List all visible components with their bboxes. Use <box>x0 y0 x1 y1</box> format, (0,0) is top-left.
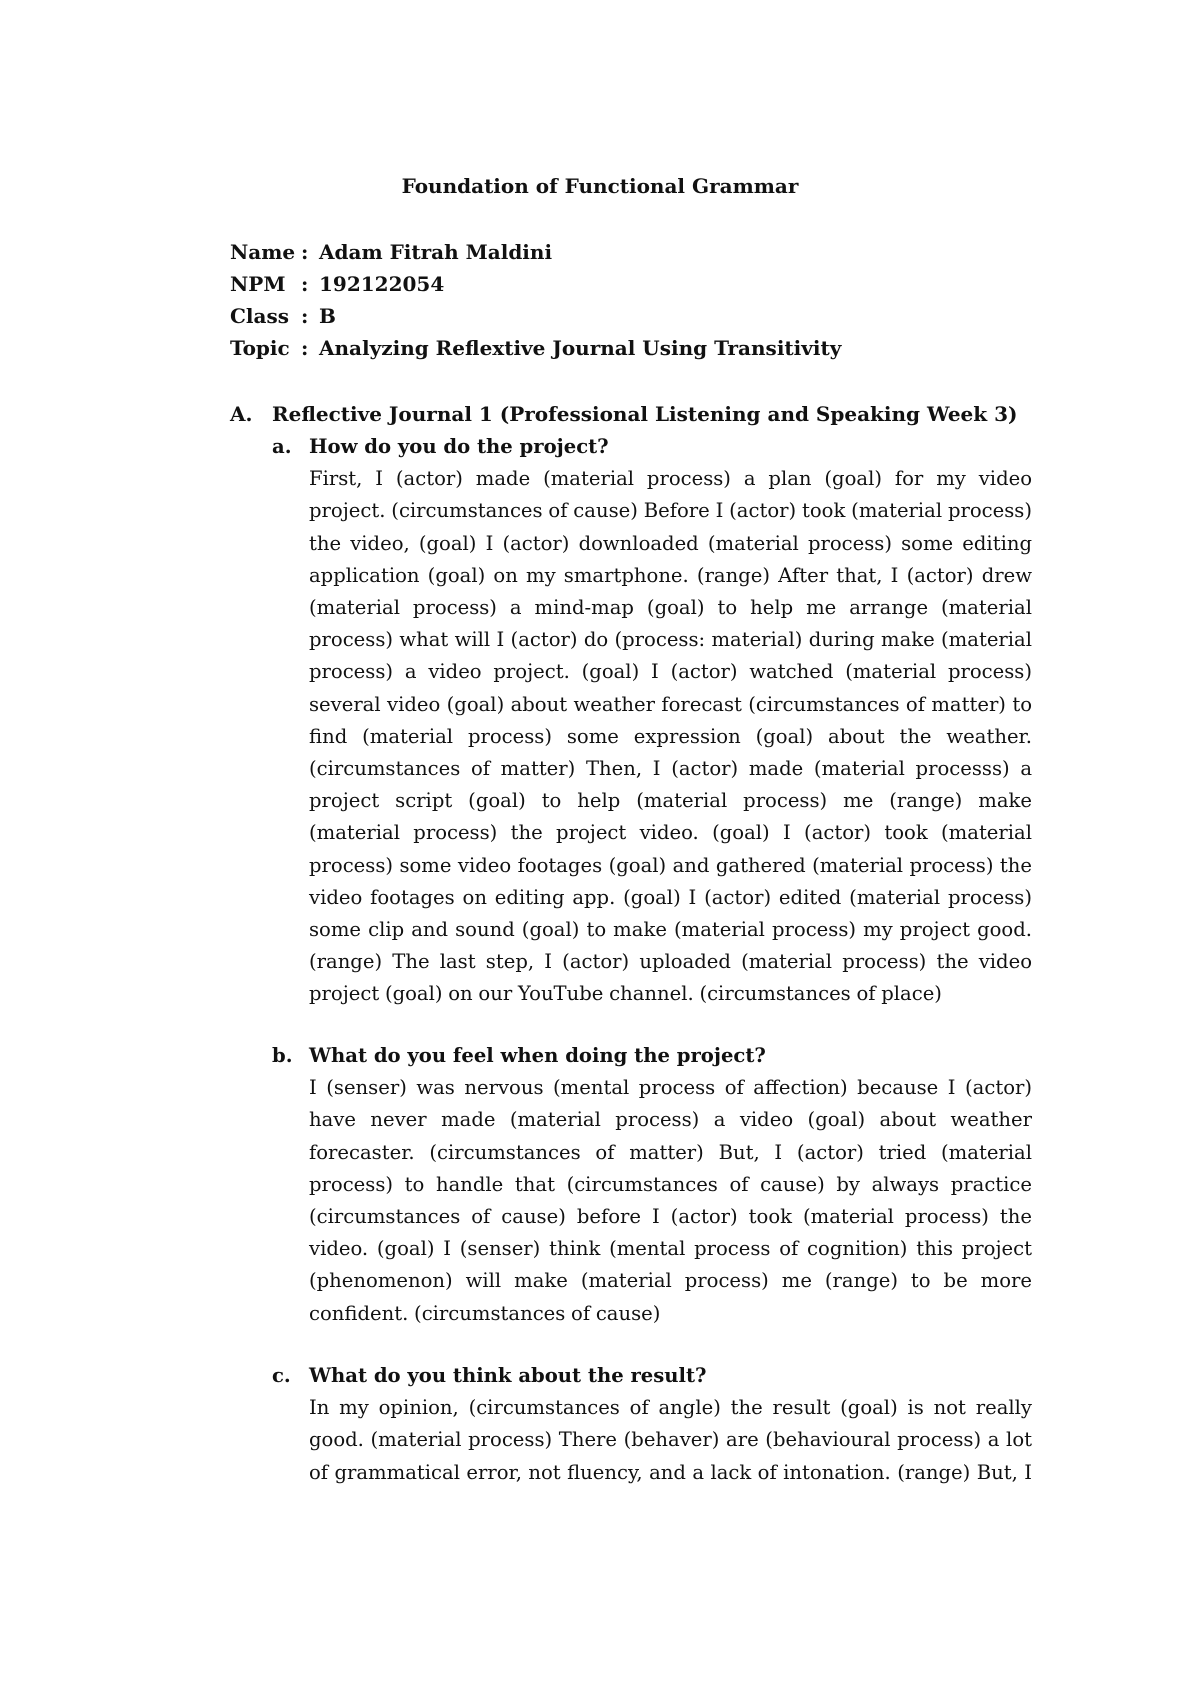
answer-paragraph: In my opinion, (circumstances of angle) the result (goal) is not really good. (material process) There (behaver) are (behavioural process) a lot of grammatical error, not fluency, and a lack of intonation. (range) But, I <box>309 1396 1032 1484</box>
meta-colon: : <box>301 336 309 360</box>
meta-colon: : <box>301 304 309 328</box>
question-text: What do you think about the result? <box>309 1364 707 1387</box>
section-letter: A. <box>230 402 253 426</box>
question-heading <box>272 431 1032 463</box>
section-title: Reflective Journal 1 (Professional Listening and Speaking Week 3) <box>272 402 1018 426</box>
question-item <box>272 1040 1032 1330</box>
meta-value: B <box>319 304 336 328</box>
student-info <box>230 236 841 364</box>
question-item <box>272 1360 1032 1489</box>
meta-value: Adam Fitrah Maldini <box>319 240 553 264</box>
question-letter: b. <box>272 1044 293 1067</box>
question-heading <box>272 1040 1032 1072</box>
meta-label: NPM <box>230 272 286 296</box>
question-letter: a. <box>272 435 292 458</box>
question-item <box>272 431 1032 1011</box>
meta-row-name <box>230 236 841 268</box>
meta-row-npm <box>230 268 841 300</box>
meta-row-topic <box>230 332 841 364</box>
meta-value: Analyzing Reflextive Journal Using Transitivity <box>319 336 842 360</box>
meta-row-class <box>230 300 841 332</box>
meta-colon: : <box>301 240 309 264</box>
meta-label: Name <box>230 240 296 264</box>
section-heading <box>230 398 1017 430</box>
meta-label: Class <box>230 304 289 328</box>
question-heading <box>272 1360 1032 1392</box>
meta-label: Topic <box>230 336 290 360</box>
answer-paragraph: First, I (actor) made (material process) a plan (goal) for my video project. (circumstances of cause) Before I (actor) took (material process) the video, (goal) I (actor) downloaded (material process) some editing application (goal) on my smartphone. (range) After that, I (actor) drew (material process) a mind-map (goal) to help me arrange (material process) what will I (actor) do (process: material) during make (material process) a video project. (goal) I (actor) watched (material process) several video (goal) about weather forecast (circumstances of matter) to find (material process) some expression (goal) about the weather. (circumstances of matter) Then, I (actor) made (material processs) a project script (goal) to help (material process) me (range) make (material process) the project video. (goal) I (actor) took (material process) some video footages (goal) and gathered (material process) the video footages on editing app. (goal) I (actor) edited (material process) some clip and sound (goal) to make (material process) my project good. (range) The last step, I (actor) uploaded (material process) the video project (goal) on our YouTube channel. (circumstances of place) <box>309 467 1032 1006</box>
question-letter: c. <box>272 1364 291 1387</box>
document-title: Foundation of Functional Grammar <box>401 174 799 198</box>
question-text: How do you do the project? <box>309 435 609 458</box>
question-text: What do you feel when doing the project? <box>309 1044 766 1067</box>
meta-colon: : <box>301 272 309 296</box>
answer-paragraph: I (senser) was nervous (mental process of affection) because I (actor) have never made (material process) a video (goal) about weather forecaster. (circumstances of matter) But, I (actor) tried (material process) to handle that (circumstances of cause) by always practice (circumstances of cause) before I (actor) took (material process) the video. (goal) I (senser) think (mental process of cognition) this project (phenomenon) will make (material process) me (range) to be more confident. (circumstances of cause) <box>309 1076 1032 1325</box>
meta-value: 192122054 <box>319 272 445 296</box>
